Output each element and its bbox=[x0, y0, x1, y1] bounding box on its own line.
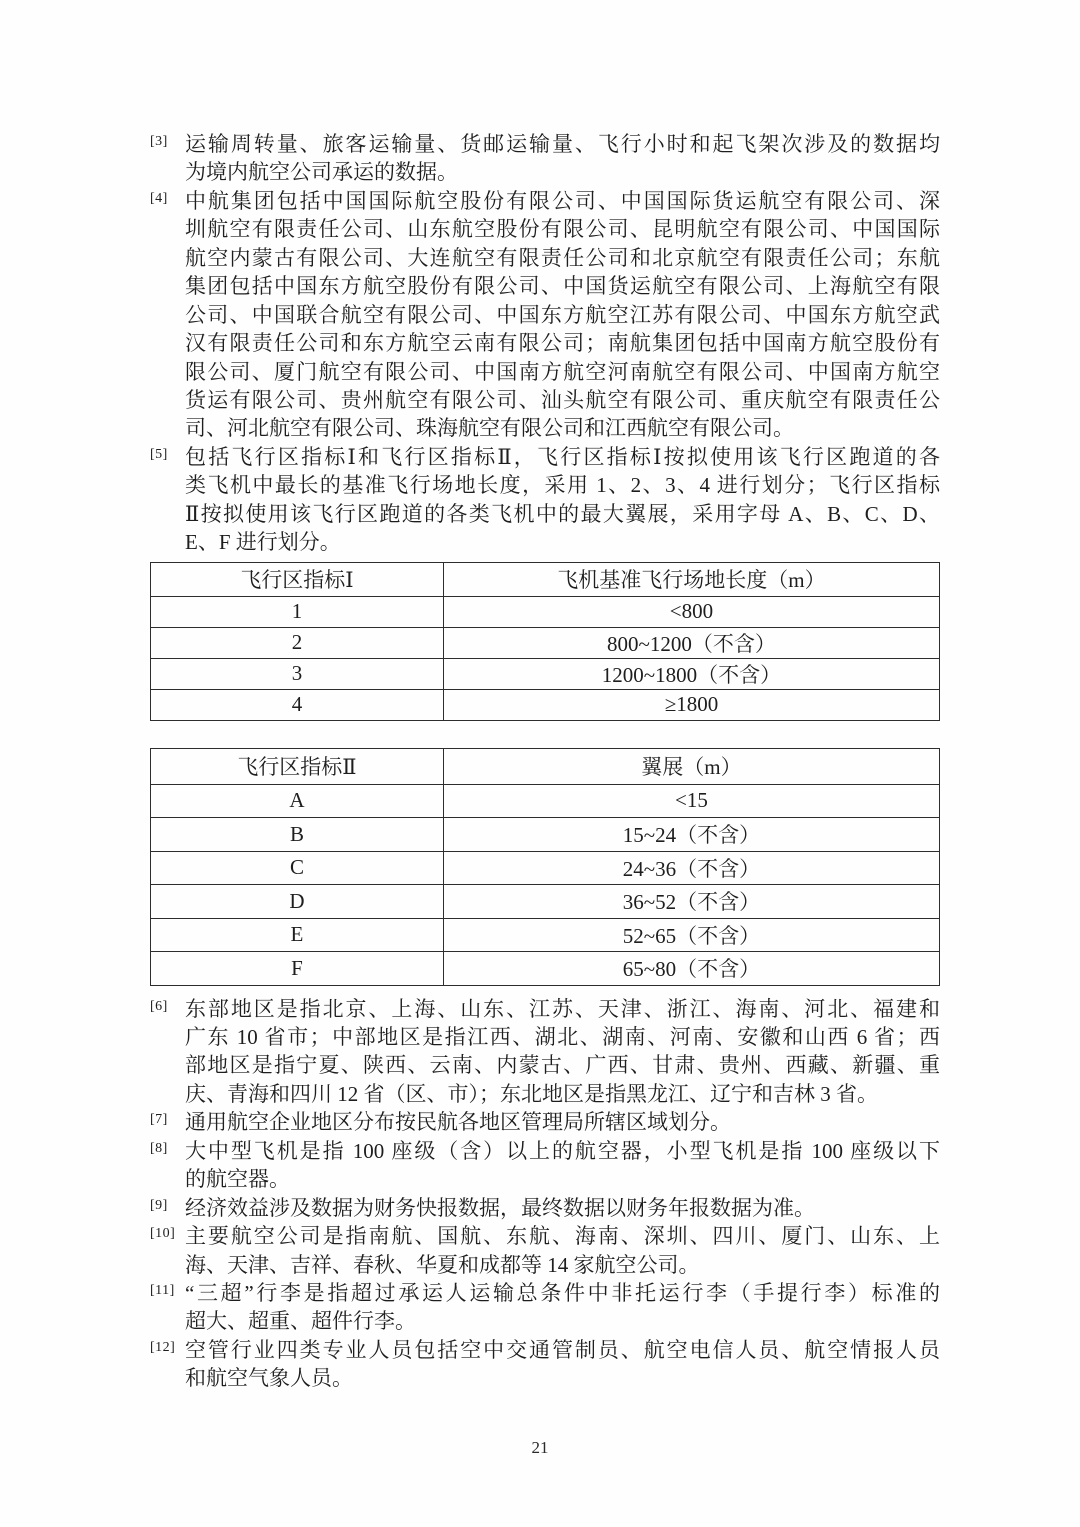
footnote-marker: [4] bbox=[150, 190, 168, 206]
footnote-marker: [11] bbox=[150, 1282, 175, 1298]
footnote-line: 部地区是指宁夏、陕西、云南、内蒙古、广西、甘肃、贵州、西藏、新疆、重 bbox=[185, 1053, 940, 1078]
footnote-text bbox=[185, 1222, 940, 1279]
table-cell: <800 bbox=[443, 596, 939, 627]
table-cell: 3 bbox=[151, 658, 444, 689]
footnote-12 bbox=[150, 1336, 940, 1393]
table-row bbox=[151, 689, 940, 720]
footnotes-bottom bbox=[150, 995, 940, 1393]
footnote-text bbox=[185, 1137, 940, 1194]
table-cell: 65~80（不含） bbox=[443, 952, 939, 986]
footnote-line: 空管行业四类专业人员包括空中交通管制员、航空电信人员、航空情报人员 bbox=[185, 1337, 940, 1362]
footnote-line: 的航空器。 bbox=[185, 1167, 290, 1192]
table-row bbox=[151, 596, 940, 627]
footnote-text bbox=[185, 1108, 940, 1136]
table-cell: 2 bbox=[151, 627, 444, 658]
footnote-text bbox=[185, 130, 940, 187]
airfield-indicator-2-table bbox=[150, 748, 940, 986]
footnote-line: 和航空气象人员。 bbox=[185, 1366, 353, 1391]
footnote-line: 为境内航空公司承运的数据。 bbox=[185, 160, 458, 185]
table-cell: B bbox=[151, 818, 444, 852]
footnote-marker: [7] bbox=[150, 1112, 168, 1128]
footnote-line: 东部地区是指北京、上海、山东、江苏、天津、浙江、海南、河北、福建和 bbox=[185, 996, 940, 1021]
table-cell: 4 bbox=[151, 689, 444, 720]
footnote-text bbox=[185, 1194, 940, 1222]
table-cell: A bbox=[151, 784, 444, 818]
page-number: 21 bbox=[531, 1438, 549, 1457]
footnote-text bbox=[185, 443, 940, 557]
table-row bbox=[151, 851, 940, 885]
table-row bbox=[151, 952, 940, 986]
table-cell: 1200~1800（不含） bbox=[443, 658, 939, 689]
table-cell: ≥1800 bbox=[443, 689, 939, 720]
footnote-line: E、F 进行划分。 bbox=[185, 530, 341, 555]
table-cell: F bbox=[151, 952, 444, 986]
footnote-marker: [10] bbox=[150, 1226, 176, 1242]
footnote-line: Ⅱ按拟使用该飞行区跑道的各类飞机中的最大翼展，采用字母 A、B、C、D、 bbox=[185, 501, 940, 526]
table-row bbox=[151, 885, 940, 919]
table-cell: E bbox=[151, 918, 444, 952]
footnote-marker: [5] bbox=[150, 446, 168, 462]
table-row bbox=[151, 627, 940, 658]
footnote-line: 航空内蒙古有限公司、大连航空有限责任公司和北京航空有限责任公司；东航 bbox=[185, 245, 940, 270]
table-cell: 1 bbox=[151, 596, 444, 627]
table-cell: 800~1200（不含） bbox=[443, 627, 939, 658]
table-header-cell: 飞机基准飞行场地长度（m） bbox=[443, 562, 939, 596]
footnote-line: 超大、超重、超件行李。 bbox=[185, 1309, 416, 1334]
footnote-line: 主要航空公司是指南航、国航、东航、海南、深圳、四川、厦门、山东、上 bbox=[185, 1224, 940, 1249]
footnote-line: 包括飞行区指标Ⅰ和飞行区指标Ⅱ，飞行区指标Ⅰ按拟使用该飞行区跑道的各 bbox=[185, 444, 940, 469]
footnote-line: 大中型飞机是指 100 座级（含）以上的航空器，小型飞机是指 100 座级以下 bbox=[185, 1138, 940, 1163]
footnote-8 bbox=[150, 1137, 940, 1194]
footnote-line: “三超”行李是指超过承运人运输总条件中非托运行李（手提行李）标准的 bbox=[185, 1280, 940, 1305]
footnote-marker: [9] bbox=[150, 1197, 168, 1213]
table-header-cell: 飞行区指标Ⅱ bbox=[151, 748, 444, 784]
table-header-row bbox=[151, 748, 940, 784]
footnote-9 bbox=[150, 1194, 940, 1222]
table-cell: 24~36（不含） bbox=[443, 851, 939, 885]
table-cell: 52~65（不含） bbox=[443, 918, 939, 952]
page-content bbox=[150, 130, 940, 1393]
footnote-text bbox=[185, 1279, 940, 1336]
footnote-text bbox=[185, 187, 940, 443]
footnote-3 bbox=[150, 130, 940, 187]
footnote-line: 公司、中国联合航空有限公司、中国东方航空江苏有限公司、中国东方航空武 bbox=[185, 302, 940, 327]
table-cell: D bbox=[151, 885, 444, 919]
footnote-text bbox=[185, 995, 940, 1109]
footnote-line: 类飞机中最长的基准飞行场地长度，采用 1、2、3、4 进行划分；飞行区指标 bbox=[185, 473, 940, 498]
table-cell: 15~24（不含） bbox=[443, 818, 939, 852]
table-cell: C bbox=[151, 851, 444, 885]
table-row bbox=[151, 658, 940, 689]
table-cell: <15 bbox=[443, 784, 939, 818]
footnote-line: 集团包括中国东方航空股份有限公司、中国货运航空有限公司、上海航空有限 bbox=[185, 274, 940, 299]
footnote-line: 海、天津、吉祥、春秋、华夏和成都等 14 家航空公司。 bbox=[185, 1252, 700, 1277]
footnote-line: 运输周转量、旅客运输量、货邮运输量、飞行小时和起飞架次涉及的数据均 bbox=[185, 132, 940, 156]
footnote-10 bbox=[150, 1222, 940, 1279]
table-header-cell: 飞行区指标Ⅰ bbox=[151, 562, 444, 596]
footnote-5 bbox=[150, 443, 940, 557]
footnote-line: 广东 10 省市；中部地区是指江西、湖北、湖南、河南、安徽和山西 6 省；西 bbox=[185, 1025, 940, 1049]
footnote-line: 通用航空企业地区分布按民航各地区管理局所辖区域划分。 bbox=[185, 1110, 731, 1135]
table-header-cell: 翼展（m） bbox=[443, 748, 939, 784]
footnote-line: 经济效益涉及数据为财务快报数据，最终数据以财务年报数据为准。 bbox=[185, 1195, 815, 1220]
footnote-marker: [12] bbox=[150, 1339, 176, 1355]
footnote-marker: [8] bbox=[150, 1140, 168, 1156]
footnote-4 bbox=[150, 187, 940, 443]
footnote-marker: [6] bbox=[150, 998, 168, 1014]
footnote-line: 圳航空有限责任公司、山东航空股份有限公司、昆明航空有限公司、中国国际 bbox=[185, 217, 940, 242]
footnote-text bbox=[185, 1336, 940, 1393]
table-row bbox=[151, 818, 940, 852]
table-header-row bbox=[151, 562, 940, 596]
footnote-line: 货运有限公司、贵州航空有限公司、汕头航空有限公司、重庆航空有限责任公 bbox=[185, 387, 940, 412]
footnotes-top bbox=[150, 130, 940, 557]
footnote-line: 庆、青海和四川 12 省（区、市）；东北地区是指黑龙江、辽宁和吉林 3 省。 bbox=[185, 1081, 878, 1106]
footnote-6 bbox=[150, 995, 940, 1109]
footnote-line: 中航集团包括中国国际航空股份有限公司、中国国际货运航空有限公司、深 bbox=[185, 188, 940, 213]
table-cell: 36~52（不含） bbox=[443, 885, 939, 919]
footnote-marker: [3] bbox=[150, 134, 168, 149]
table-row bbox=[151, 784, 940, 818]
table-row bbox=[151, 918, 940, 952]
airfield-indicator-1-table bbox=[150, 562, 940, 721]
footnote-7 bbox=[150, 1108, 940, 1136]
footnote-11 bbox=[150, 1279, 940, 1336]
footnote-line: 汉有限责任公司和东方航空云南有限公司；南航集团包括中国南方航空股份有 bbox=[185, 331, 940, 356]
footnote-line: 限公司、厦门航空有限公司、中国南方航空河南航空有限公司、中国南方航空 bbox=[185, 359, 940, 384]
footnote-line: 司、河北航空有限公司、珠海航空有限公司和江西航空有限公司。 bbox=[185, 416, 794, 441]
